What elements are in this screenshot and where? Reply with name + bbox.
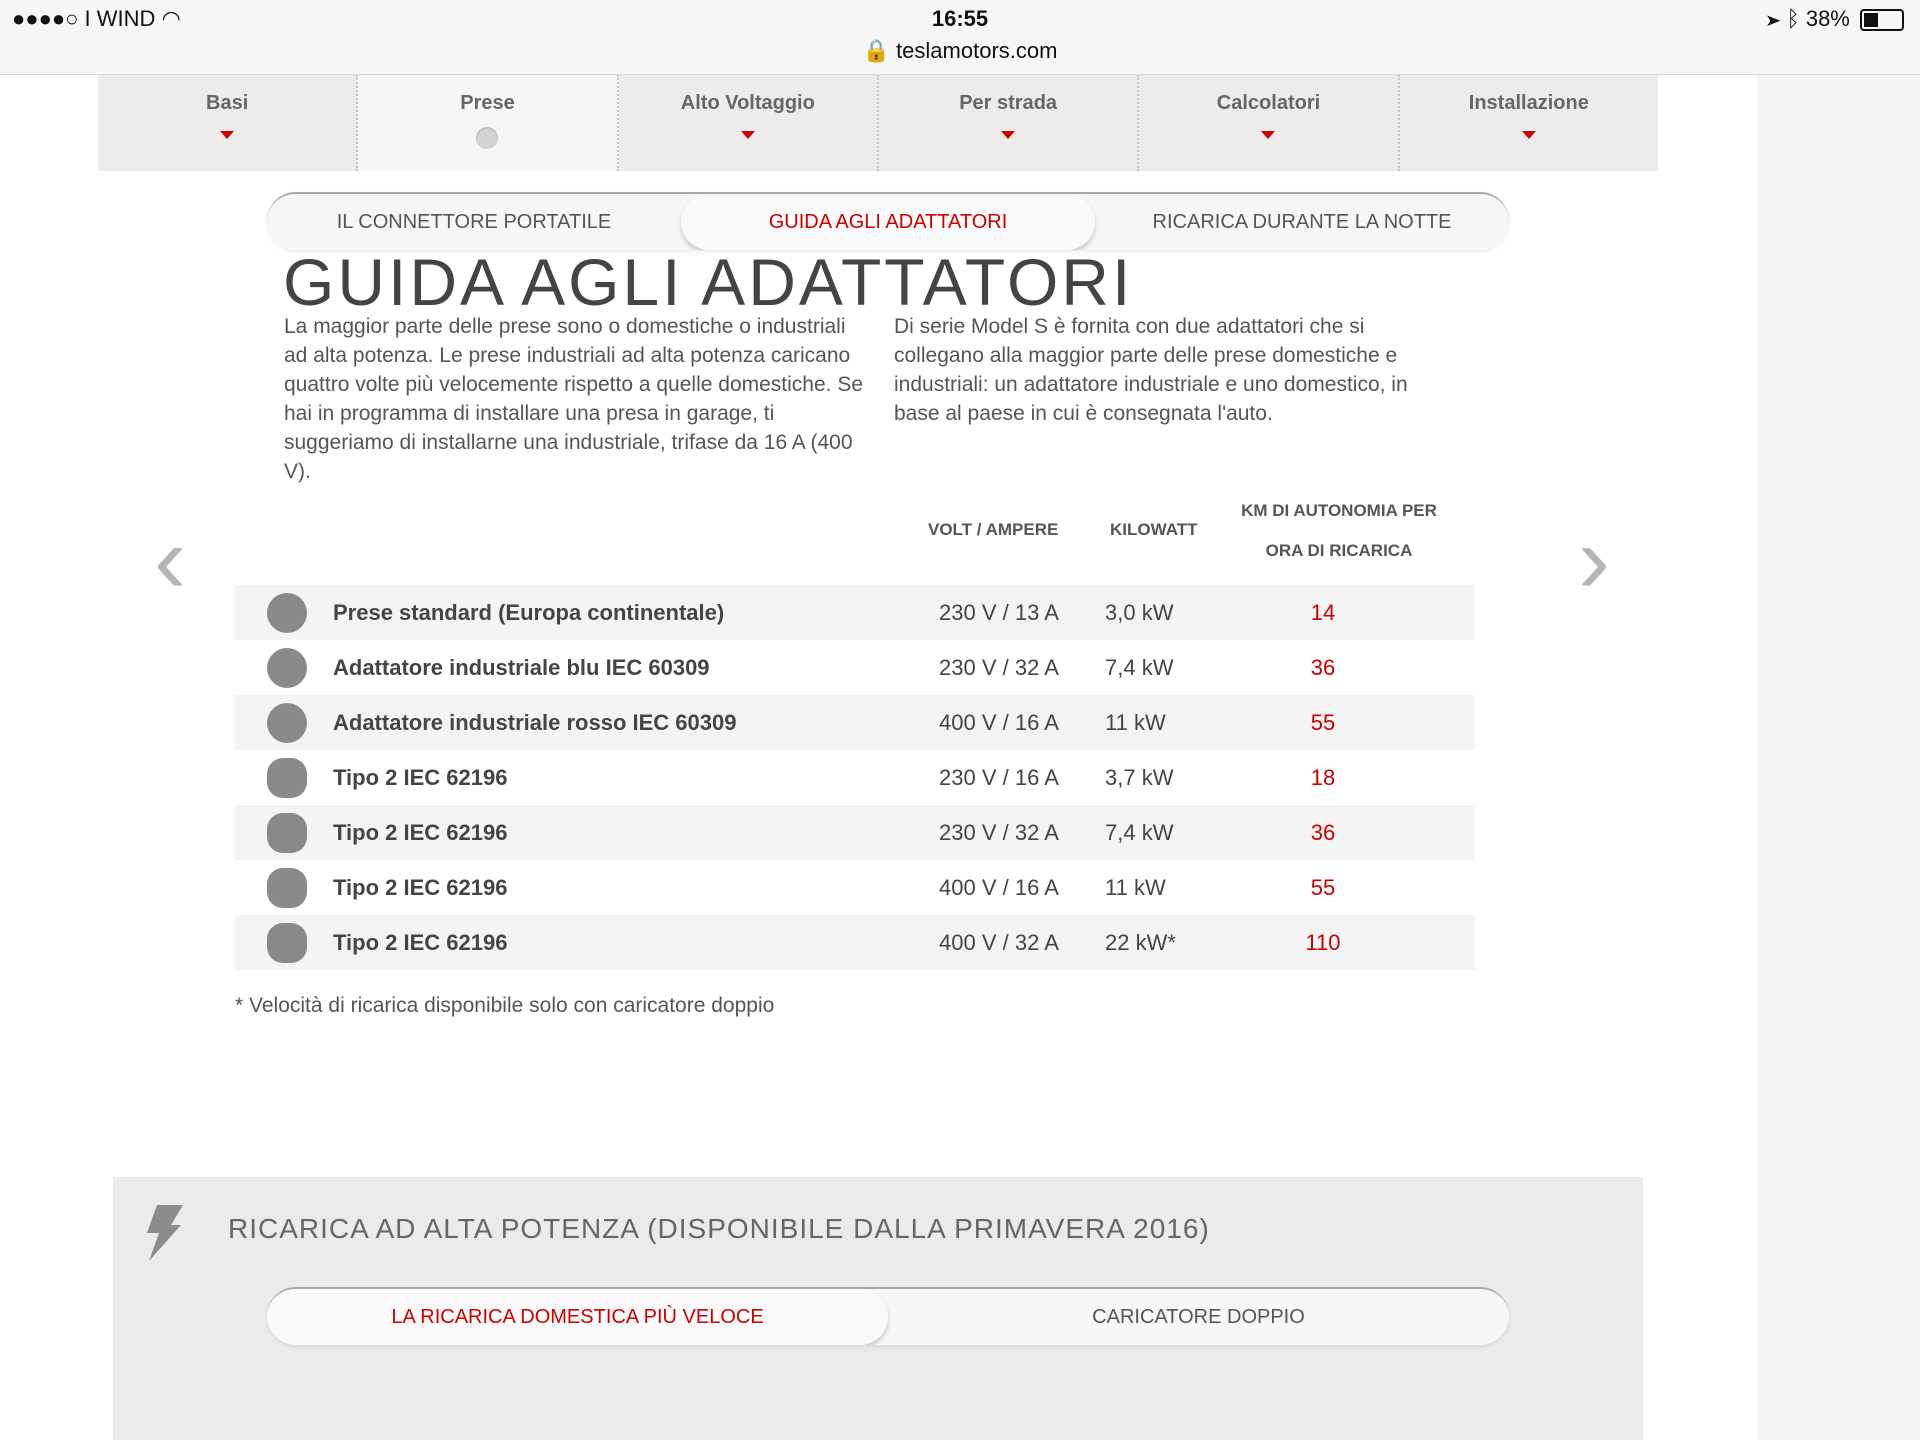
km-per-hour: 36 xyxy=(1310,819,1336,845)
caret-down-icon xyxy=(741,131,755,139)
km-per-hour: 36 xyxy=(1310,654,1336,680)
nav-item-prese[interactable] xyxy=(358,75,618,171)
location-icon: ➤ xyxy=(1767,6,1781,31)
status-right xyxy=(1767,6,1904,32)
table-row xyxy=(235,915,1475,970)
nav-label: Prese xyxy=(460,92,515,114)
type2-connector-icon xyxy=(267,868,307,908)
adapter-table xyxy=(235,585,1475,970)
kilowatt: 3,7 kW xyxy=(1105,764,1174,790)
nav-label: Basi xyxy=(206,92,249,114)
battery-percent: 38% xyxy=(1805,6,1850,31)
caret-down-icon xyxy=(1522,131,1536,139)
header-km-line2: ORA DI RICARICA xyxy=(1265,541,1413,560)
address-bar[interactable] xyxy=(0,38,1920,64)
km-per-hour: 110 xyxy=(1305,929,1341,955)
caret-down-icon xyxy=(1261,131,1275,139)
km-per-hour: 55 xyxy=(1310,709,1336,735)
kilowatt: 3,0 kW xyxy=(1105,599,1174,625)
nav-label: Calcolatori xyxy=(1216,92,1321,114)
caret-down-icon xyxy=(220,131,234,139)
kilowatt: 7,4 kW xyxy=(1105,819,1174,845)
table-row xyxy=(235,585,1475,640)
schuko-socket-icon xyxy=(267,593,307,633)
header-kilowatt: KILOWATT xyxy=(1110,520,1198,539)
table-row xyxy=(235,695,1475,750)
nav-item-per-strada[interactable] xyxy=(879,75,1139,171)
url-text: teslamotors.com xyxy=(896,38,1058,63)
adapter-name: Tipo 2 IEC 62196 xyxy=(333,819,508,845)
header-volt-ampere: VOLT / AMPERE xyxy=(928,520,1059,539)
ios-status-bar xyxy=(0,0,1920,75)
right-gutter xyxy=(1757,75,1920,1440)
category-nav xyxy=(98,75,1658,171)
footnote: * Velocità di ricarica disponibile solo con caricatore doppio xyxy=(235,994,775,1017)
adapter-name: Adattatore industriale rosso IEC 60309 xyxy=(333,709,737,735)
lightning-bolt-icon xyxy=(143,1205,185,1261)
wifi-icon: ◠ xyxy=(161,6,181,31)
section-tabs xyxy=(267,1287,1509,1345)
km-per-hour: 55 xyxy=(1310,874,1336,900)
table-row xyxy=(235,750,1475,805)
adapter-name: Adattatore industriale blu IEC 60309 xyxy=(333,654,710,680)
next-arrow-icon[interactable]: › xyxy=(1578,506,1610,613)
intro-right: Di serie Model S è fornita con due adattatori che si collegano alla maggior parte delle prese domestiche e industriali: un adattatore industriale e uno domestico, in base al paese in cui è consegnata l'auto. xyxy=(894,315,1408,425)
volt-ampere: 400 V / 32 A xyxy=(939,929,1059,955)
type2-connector-icon xyxy=(267,923,307,963)
page-title: GUIDA AGLI ADATTATORI xyxy=(283,245,1134,319)
kilowatt: 7,4 kW xyxy=(1105,654,1174,680)
nav-label: Per strada xyxy=(959,92,1058,114)
adapter-name: Tipo 2 IEC 62196 xyxy=(333,874,508,900)
km-per-hour: 18 xyxy=(1310,764,1336,790)
kilowatt: 11 kW xyxy=(1105,874,1166,900)
adapter-name: Prese standard (Europa continentale) xyxy=(333,599,725,625)
adapter-name: Tipo 2 IEC 62196 xyxy=(333,929,508,955)
volt-ampere: 400 V / 16 A xyxy=(939,874,1059,900)
nav-item-basi[interactable] xyxy=(98,75,358,171)
type2-connector-icon xyxy=(267,813,307,853)
iec-60309-blue-icon xyxy=(267,648,307,688)
table-row xyxy=(235,860,1475,915)
lock-icon: 🔒 xyxy=(862,38,890,63)
kilowatt: 22 kW* xyxy=(1105,929,1176,955)
table-row xyxy=(235,640,1475,695)
table-row xyxy=(235,805,1475,860)
carrier-signal: ●●●●○ I WIND ◠ xyxy=(12,6,181,31)
tab-caricatore-doppio[interactable]: CARICATORE DOPPIO xyxy=(1092,1306,1305,1328)
bluetooth-icon: ᛒ xyxy=(1786,6,1800,31)
volt-ampere: 400 V / 16 A xyxy=(939,709,1059,735)
volt-ampere: 230 V / 32 A xyxy=(939,819,1059,845)
type2-connector-icon xyxy=(267,758,307,798)
adapter-name: Tipo 2 IEC 62196 xyxy=(333,764,508,790)
volt-ampere: 230 V / 32 A xyxy=(939,654,1059,680)
prev-arrow-icon[interactable]: ‹ xyxy=(154,506,186,613)
intro-left: La maggior parte delle prese sono o domestiche o industriali ad alta potenza. Le prese industriali ad alta potenza caricano quattro volte più velocemente rispetto a quelle domestiche. Se hai in programma di installare una presa in garage, ti suggeriamo di installarne una industriale, trifase da 16 A (400 V). xyxy=(284,315,864,483)
nav-item-alto-voltaggio[interactable] xyxy=(619,75,879,171)
battery-icon xyxy=(1860,9,1904,31)
high-power-section xyxy=(113,1177,1643,1440)
tab-connettore-portatile[interactable]: IL CONNETTORE PORTATILE xyxy=(336,211,612,233)
iec-60309-red-icon xyxy=(267,703,307,743)
nav-item-calcolatori[interactable] xyxy=(1139,75,1399,171)
active-indicator-icon xyxy=(476,127,498,149)
tab-ricarica-domestica[interactable]: LA RICARICA DOMESTICA PIÙ VELOCE xyxy=(267,1289,888,1345)
caret-down-icon xyxy=(1001,131,1015,139)
nav-label: Installazione xyxy=(1468,92,1589,114)
volt-ampere: 230 V / 13 A xyxy=(939,599,1059,625)
nav-label: Alto Voltaggio xyxy=(680,92,815,114)
nav-item-installazione[interactable] xyxy=(1400,75,1658,171)
tab-guida-adattatori[interactable]: GUIDA AGLI ADATTATORI xyxy=(681,194,1095,250)
clock: 16:55 xyxy=(931,6,989,31)
volt-ampere: 230 V / 16 A xyxy=(939,764,1059,790)
kilowatt: 11 kW xyxy=(1105,709,1166,735)
km-per-hour: 14 xyxy=(1310,599,1336,625)
tab-ricarica-notte[interactable]: RICARICA DURANTE LA NOTTE xyxy=(1152,211,1452,233)
header-km-line1: KM DI AUTONOMIA PER xyxy=(1241,501,1437,520)
section-title: RICARICA AD ALTA POTENZA (DISPONIBILE DALLA PRIMAVERA 2016) xyxy=(228,1213,1210,1244)
